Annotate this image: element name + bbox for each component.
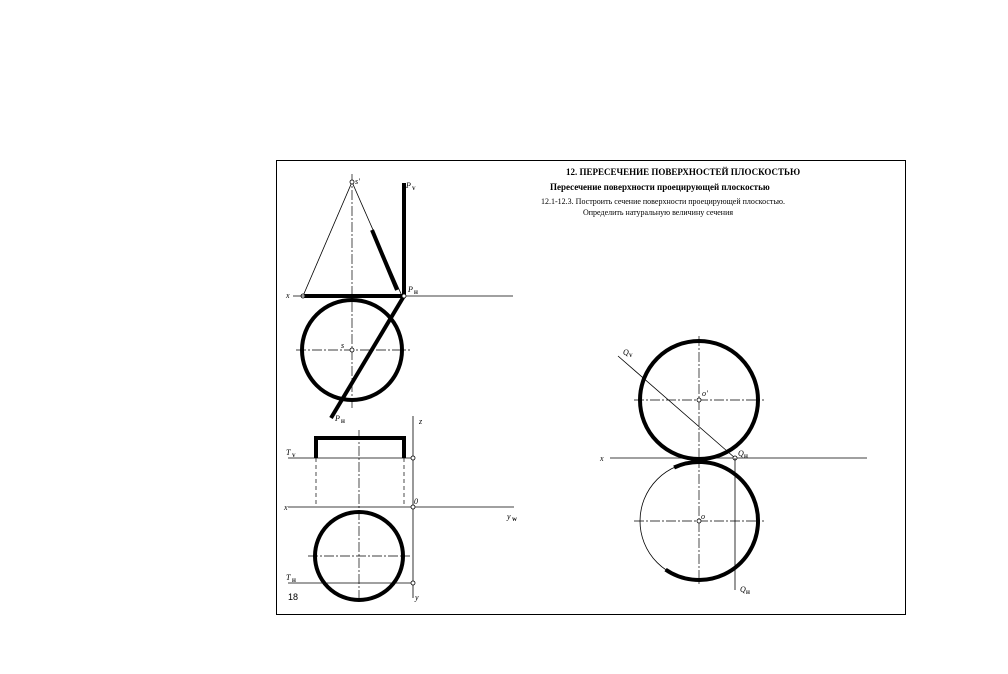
label-t-upper: T bbox=[286, 448, 291, 457]
label-y-right: y bbox=[507, 512, 511, 521]
label-z: z bbox=[419, 417, 423, 426]
sphere-top-projection bbox=[634, 458, 764, 584]
cylinder-front-projection bbox=[316, 430, 404, 600]
label-s-upper: s' bbox=[355, 177, 360, 186]
task-description-line-2: Определить натуральную величину сечения bbox=[583, 208, 734, 217]
label-p-top: P bbox=[406, 181, 411, 190]
label-o-mid: 0 bbox=[414, 497, 418, 506]
label-t-upper-sub: V bbox=[292, 454, 296, 459]
sphere-front-projection bbox=[634, 336, 764, 462]
label-x-2: x bbox=[284, 503, 288, 512]
label-p-low: P bbox=[335, 414, 340, 423]
label-x-1: x bbox=[286, 291, 290, 300]
label-q-upper-sub: V bbox=[629, 354, 633, 359]
cone-front-projection bbox=[301, 174, 402, 410]
task-description-line-1: 12.1-12.3. Построить сечение поверхности проецирующей плоскостью. bbox=[541, 197, 785, 206]
drawing-labels bbox=[283, 177, 750, 602]
label-o-upper-right: o' bbox=[702, 389, 708, 398]
label-o-lower-right: o bbox=[701, 512, 705, 521]
label-t-lower-sub: H bbox=[292, 579, 296, 584]
label-s-lower: s bbox=[341, 341, 345, 350]
sheet-subtitle: Пересечение поверхности проецирующей плоскостью bbox=[550, 182, 770, 192]
sheet-title: 12. ПЕРЕСЕЧЕНИЕ ПОВЕРХНОСТЕЙ ПЛОСКОСТЬЮ bbox=[566, 167, 801, 177]
label-y-right-sub: W bbox=[512, 518, 517, 523]
page-number: 18 bbox=[288, 592, 299, 602]
label-y-bottom: y bbox=[415, 593, 419, 602]
label-q-mid-sub: H bbox=[744, 455, 748, 460]
label-q-lower: Q bbox=[740, 585, 746, 594]
label-t-lower: T bbox=[286, 573, 291, 582]
label-q-upper: Q bbox=[623, 348, 629, 357]
label-p-top-sub: V bbox=[412, 187, 416, 192]
label-x-3: x bbox=[600, 454, 604, 463]
label-p-mid-sub: H bbox=[414, 291, 418, 296]
plane-q-trace-front bbox=[618, 356, 735, 458]
label-p-low-sub: H bbox=[341, 420, 345, 425]
label-p-mid: P bbox=[408, 285, 413, 294]
label-q-lower-sub: H bbox=[746, 591, 750, 596]
label-q-mid: Q bbox=[738, 449, 744, 458]
